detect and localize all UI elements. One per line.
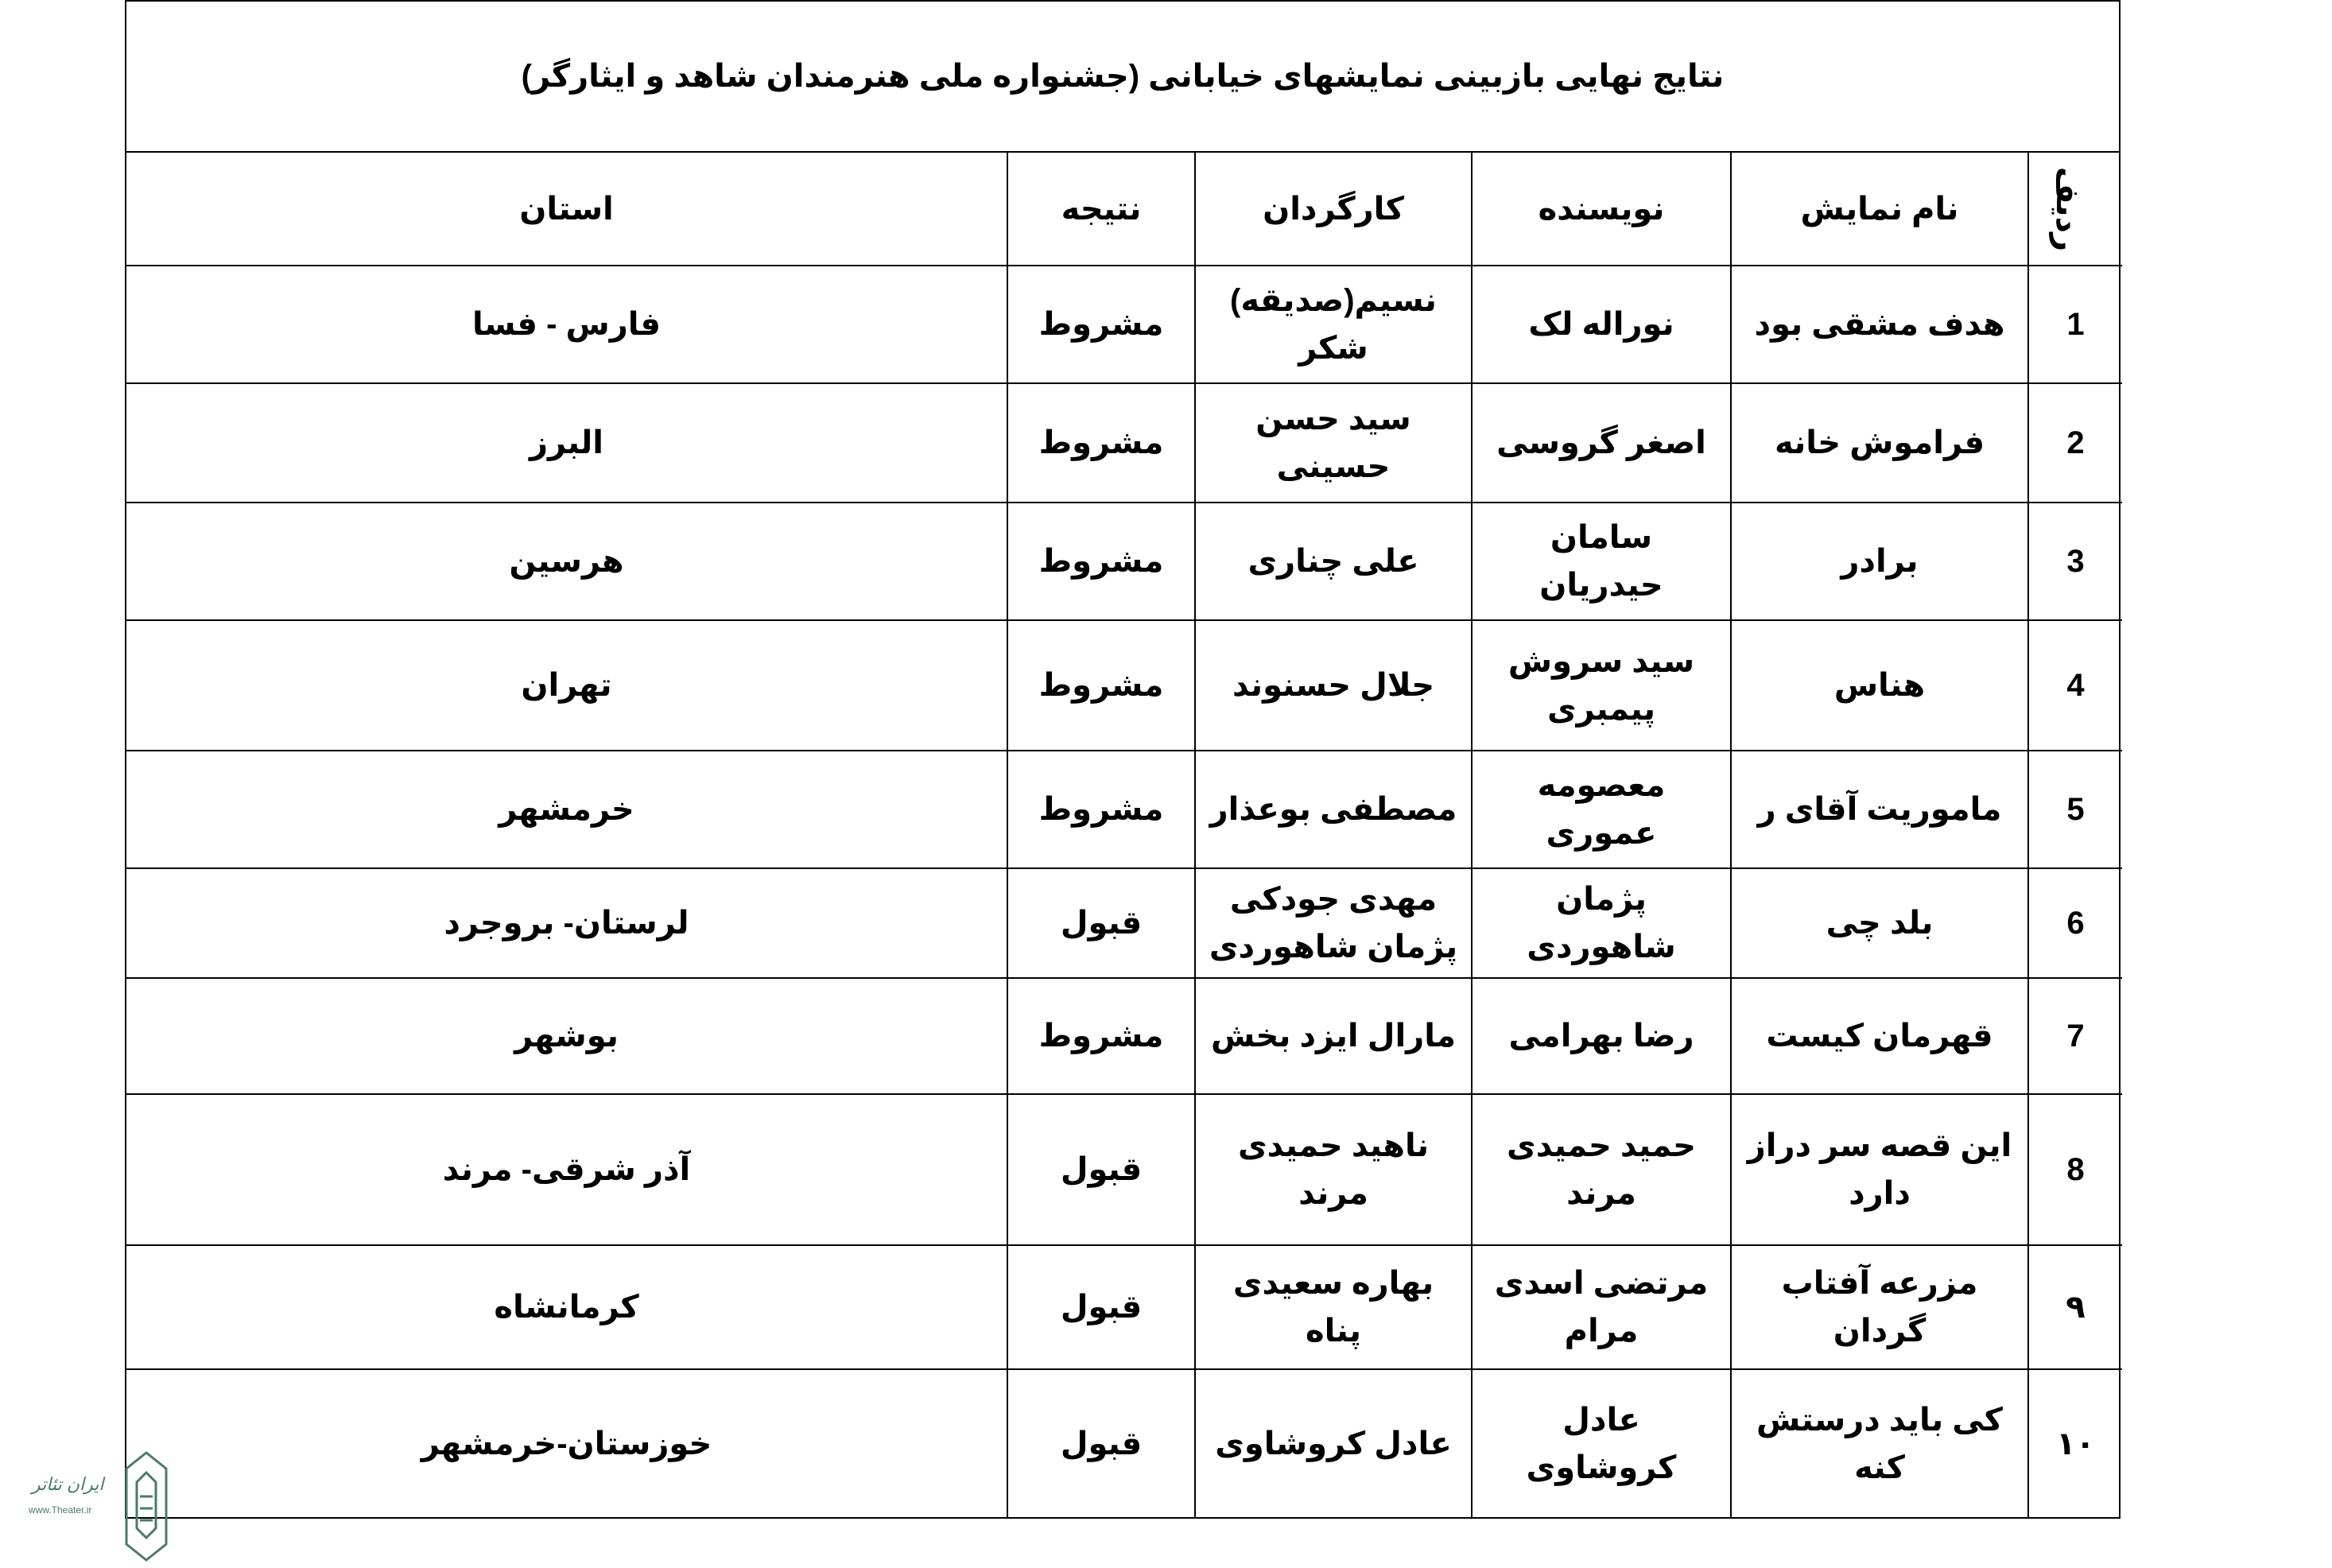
writer: رضا بهرامی bbox=[1472, 978, 1731, 1094]
header-province: استان bbox=[126, 153, 1007, 266]
show-name: بلد چی bbox=[1731, 868, 2028, 978]
watermark-url: www.Theater.ir bbox=[29, 1504, 92, 1516]
show-name: مزرعه آفتاب گردان bbox=[1731, 1245, 2028, 1369]
header-result: نتیجه bbox=[1007, 153, 1195, 266]
result: قبول bbox=[1007, 1369, 1195, 1517]
province: البرز bbox=[126, 383, 1007, 503]
writer: سید سروش پیمبری bbox=[1472, 620, 1731, 751]
writer: حمید حمیدی مرند bbox=[1472, 1094, 1731, 1245]
result: مشروط bbox=[1007, 978, 1195, 1094]
writer: پژمان شاهوردی bbox=[1472, 868, 1731, 978]
director: سید حسن حسینی bbox=[1195, 383, 1472, 503]
province: لرستان- بروجرد bbox=[126, 868, 1007, 978]
row-number: 1 bbox=[2028, 266, 2122, 383]
director: جلال حسنوند bbox=[1195, 620, 1472, 751]
result: مشروط bbox=[1007, 503, 1195, 620]
result: قبول bbox=[1007, 868, 1195, 978]
director: مارال ایزد بخش bbox=[1195, 978, 1472, 1094]
table-row bbox=[126, 503, 2122, 620]
show-name: برادر bbox=[1731, 503, 2028, 620]
province: هرسین bbox=[126, 503, 1007, 620]
table-row bbox=[126, 751, 2122, 868]
table-row bbox=[126, 266, 2122, 383]
province: بوشهر bbox=[126, 978, 1007, 1094]
province: خوزستان-خرمشهر bbox=[126, 1369, 1007, 1517]
director: مهدی جودکی پژمان شاهوردی bbox=[1195, 868, 1472, 978]
table-row bbox=[126, 1369, 2122, 1517]
results-sheet bbox=[125, 0, 2121, 1519]
table-row bbox=[126, 868, 2122, 978]
province: تهران bbox=[126, 620, 1007, 751]
result: مشروط bbox=[1007, 751, 1195, 868]
director: عادل کروشاوی bbox=[1195, 1369, 1472, 1517]
row-number: ۹ bbox=[2028, 1245, 2122, 1369]
row-number: 2 bbox=[2028, 383, 2122, 503]
result: قبول bbox=[1007, 1094, 1195, 1245]
header-row bbox=[126, 153, 2122, 266]
writer: سامان حیدریان bbox=[1472, 503, 1731, 620]
results-table bbox=[126, 153, 2122, 1517]
writer: معصومه عموری bbox=[1472, 751, 1731, 868]
result: مشروط bbox=[1007, 266, 1195, 383]
row-number: 6 bbox=[2028, 868, 2122, 978]
writer: عادل کروشاوی bbox=[1472, 1369, 1731, 1517]
show-name: ماموریت آقای ر bbox=[1731, 751, 2028, 868]
province: خرمشهر bbox=[126, 751, 1007, 868]
result: قبول bbox=[1007, 1245, 1195, 1369]
row-number: 3 bbox=[2028, 503, 2122, 620]
table-row bbox=[126, 620, 2122, 751]
table-row bbox=[126, 978, 2122, 1094]
result: مشروط bbox=[1007, 383, 1195, 503]
director: ناهید حمیدی مرند bbox=[1195, 1094, 1472, 1245]
header-row-number: ردیف bbox=[2028, 153, 2122, 266]
row-number: 8 bbox=[2028, 1094, 2122, 1245]
show-name: فراموش خانه bbox=[1731, 383, 2028, 503]
show-name: قهرمان کیست bbox=[1731, 978, 2028, 1094]
header-director: کارگردان bbox=[1195, 153, 1472, 266]
table-row bbox=[126, 383, 2122, 503]
province: فارس - فسا bbox=[126, 266, 1007, 383]
province: کرمانشاه bbox=[126, 1245, 1007, 1369]
table-row bbox=[126, 1094, 2122, 1245]
show-name: هناس bbox=[1731, 620, 2028, 751]
header-show-name: نام نمایش bbox=[1731, 153, 2028, 266]
director: نسیم(صدیقه) شکر bbox=[1195, 266, 1472, 383]
page-title: نتایج نهایی بازبینی نمایشهای خیابانی (جشنواره ملی هنرمندان شاهد و ایثارگر) bbox=[126, 2, 2119, 153]
director: بهاره سعیدی پناه bbox=[1195, 1245, 1472, 1369]
row-number: 7 bbox=[2028, 978, 2122, 1094]
result: مشروط bbox=[1007, 620, 1195, 751]
show-name: این قصه سر دراز دارد bbox=[1731, 1094, 2028, 1245]
row-number: 4 bbox=[2028, 620, 2122, 751]
writer: نوراله لک bbox=[1472, 266, 1731, 383]
row-number: ۱۰ bbox=[2028, 1369, 2122, 1517]
row-number: 5 bbox=[2028, 751, 2122, 868]
show-name: کی باید درستش کنه bbox=[1731, 1369, 2028, 1517]
province: آذر شرقی- مرند bbox=[126, 1094, 1007, 1245]
table-row bbox=[126, 1245, 2122, 1369]
show-name: هدف مشقی بود bbox=[1731, 266, 2028, 383]
writer: اصغر گروسی bbox=[1472, 383, 1731, 503]
watermark-brand: ایران تئاتر bbox=[32, 1474, 104, 1494]
header-writer: نویسنده bbox=[1472, 153, 1731, 266]
writer: مرتضی اسدی مرام bbox=[1472, 1245, 1731, 1369]
director: مصطفی بوعذار bbox=[1195, 751, 1472, 868]
director: علی چناری bbox=[1195, 503, 1472, 620]
